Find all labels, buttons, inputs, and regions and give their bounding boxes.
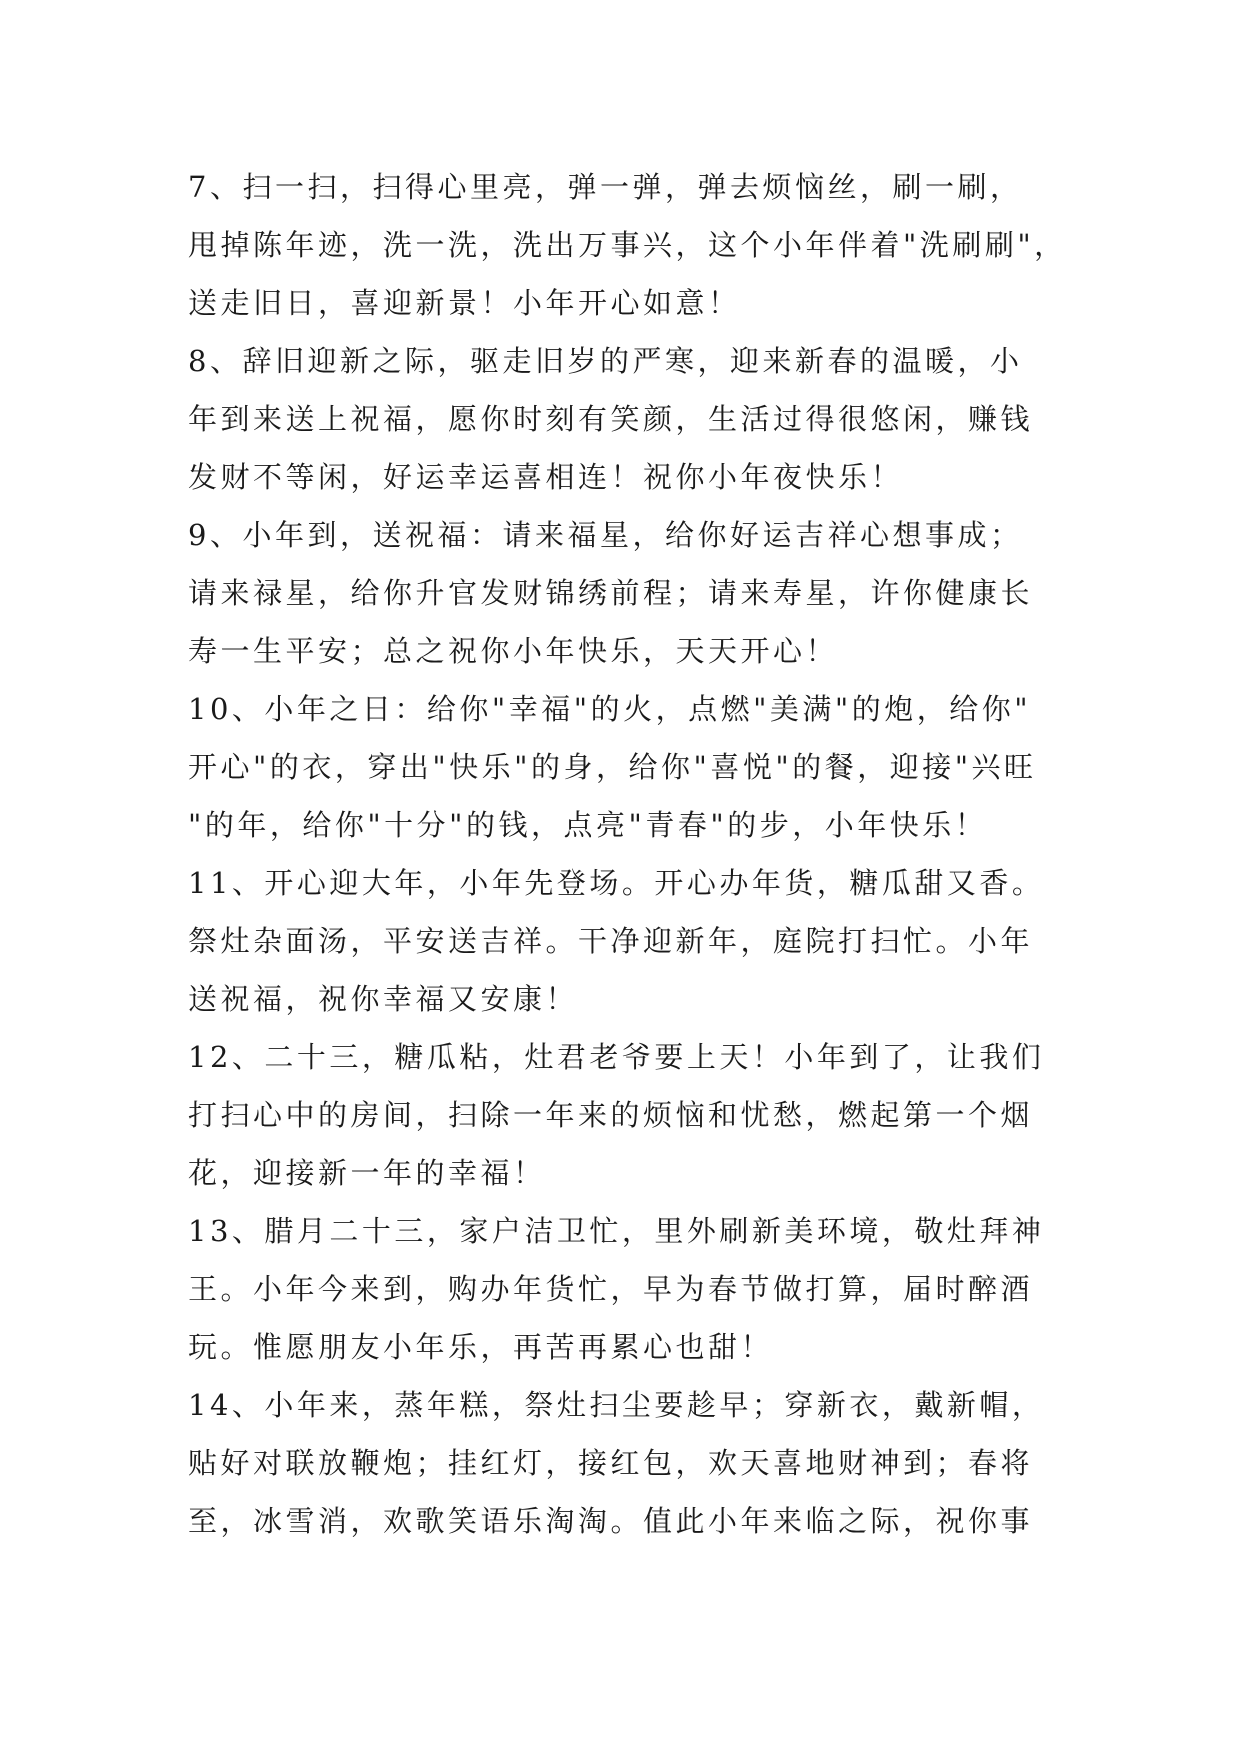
text-line: 12、二十三，糖瓜粘，灶君老爷要上天！小年到了，让我们 bbox=[188, 1040, 1045, 1074]
text-line: 13、腊月二十三，家户洁卫忙，里外刷新美环境，敬灶拜神 bbox=[188, 1214, 1045, 1248]
text-line: 7、扫一扫，扫得心里亮，弹一弹，弹去烦恼丝，刷一刷， bbox=[188, 170, 1023, 204]
text-line: 14、小年来，蒸年糕，祭灶扫尘要趁早；穿新衣，戴新帽， bbox=[188, 1388, 1045, 1422]
text-line: 贴好对联放鞭炮；挂红灯，接红包，欢天喜地财神到；春将 bbox=[188, 1446, 1034, 1480]
text-line: 年到来送上祝福，愿你时刻有笑颜，生活过得很悠闲，赚钱 bbox=[188, 402, 1034, 436]
text-line: 请来禄星，给你升官发财锦绣前程；请来寿星，许你健康长 bbox=[188, 576, 1034, 610]
text-line: 10、小年之日：给你"幸福"的火，点燃"美满"的炮，给你" bbox=[188, 692, 1032, 726]
text-line: 打扫心中的房间，扫除一年来的烦恼和忧愁，燃起第一个烟 bbox=[188, 1098, 1034, 1132]
text-line: 送走旧日，喜迎新景！小年开心如意！ bbox=[188, 286, 741, 320]
text-line: 至，冰雪消，欢歌笑语乐淘淘。值此小年来临之际，祝你事 bbox=[188, 1504, 1034, 1538]
document-body bbox=[188, 158, 1088, 1550]
text-line: 开心"的衣，穿出"快乐"的身，给你"喜悦"的餐，迎接"兴旺 bbox=[188, 750, 1037, 784]
text-line: 祭灶杂面汤，平安送吉祥。干净迎新年，庭院打扫忙。小年 bbox=[188, 924, 1034, 958]
text-line: 花，迎接新一年的幸福！ bbox=[188, 1156, 546, 1190]
text-line: 送祝福，祝你幸福又安康！ bbox=[188, 982, 579, 1016]
text-line: 玩。惟愿朋友小年乐，再苦再累心也甜！ bbox=[188, 1330, 774, 1364]
text-line: 9、小年到，送祝福：请来福星，给你好运吉祥心想事成； bbox=[188, 518, 1023, 552]
text-line: 寿一生平安；总之祝你小年快乐，天天开心！ bbox=[188, 634, 839, 668]
text-line: 发财不等闲，好运幸运喜相连！祝你小年夜快乐！ bbox=[188, 460, 904, 494]
text-line: 8、辞旧迎新之际，驱走旧岁的严寒，迎来新春的温暖，小 bbox=[188, 344, 1023, 378]
text-line: "的年，给你"十分"的钱，点亮"青春"的步，小年快乐！ bbox=[188, 808, 988, 842]
text-line: 11、开心迎大年，小年先登场。开心办年货，糖瓜甜又香。 bbox=[188, 866, 1045, 900]
text-line: 甩掉陈年迹，洗一洗，洗出万事兴，这个小年伴着"洗刷刷"， bbox=[188, 228, 1067, 262]
text-line: 王。小年今来到，购办年货忙，早为春节做打算，届时醉酒 bbox=[188, 1272, 1034, 1306]
